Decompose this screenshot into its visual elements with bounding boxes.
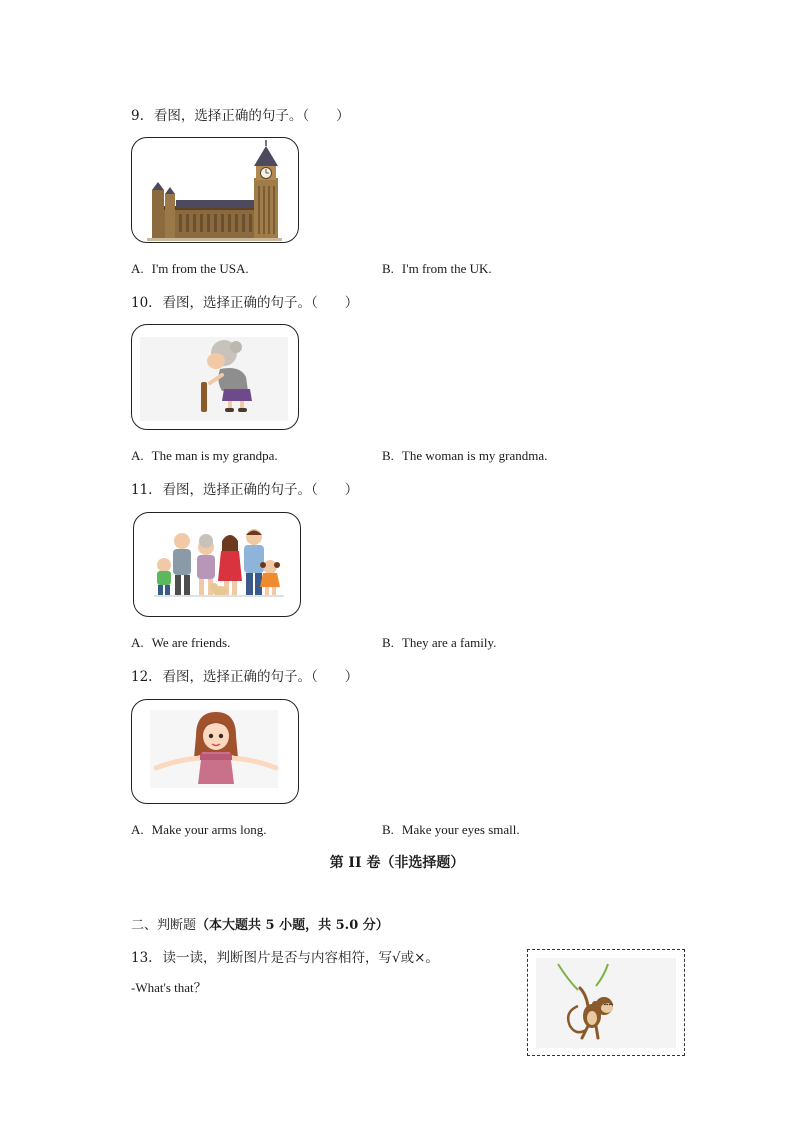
question-number: 10. — [131, 295, 153, 311]
question-prompt: 看图，选择正确的句子。（ ） — [162, 482, 359, 498]
question-9-option-a[interactable] — [131, 261, 249, 277]
question-12-option-b[interactable] — [382, 822, 520, 838]
section-two-heading — [131, 914, 389, 933]
question-10-image — [131, 324, 299, 430]
option-text: The woman is my grandma. — [401, 448, 548, 463]
question-13-title — [131, 946, 439, 966]
question-11-image — [133, 512, 301, 617]
option-letter: A. — [131, 448, 144, 463]
question-9-image — [131, 137, 299, 243]
option-text: I'm from the USA. — [151, 261, 249, 276]
question-prompt: 看图，选择正确的句子。（ ） — [162, 295, 359, 311]
question-9-title — [131, 104, 350, 124]
monkey-icon — [528, 950, 684, 1055]
option-text: I'm from the UK. — [401, 261, 492, 276]
option-letter: B. — [382, 261, 394, 276]
section-detail: （本大题共 5 小题，共 5.0 分） — [196, 918, 389, 933]
option-text: The man is my grandpa. — [151, 448, 278, 463]
question-13-line: -What's that？ — [131, 980, 207, 995]
question-13-image — [527, 949, 685, 1056]
girl-arms-open-icon — [132, 700, 298, 803]
option-letter: A. — [131, 261, 144, 276]
section-label: 二、判断题 — [131, 918, 197, 933]
question-10-option-b[interactable] — [382, 448, 547, 464]
option-letter: A. — [131, 635, 144, 650]
question-prompt: 看图，选择正确的句子。（ ） — [162, 669, 359, 685]
family-icon — [134, 513, 300, 616]
question-12-title — [131, 665, 358, 685]
option-text: They are a family. — [401, 635, 497, 650]
question-11-option-b[interactable] — [382, 635, 496, 651]
question-10-option-a[interactable] — [131, 448, 278, 464]
question-number: 11. — [131, 482, 153, 498]
option-letter: B. — [382, 822, 394, 837]
question-number: 12. — [131, 669, 153, 685]
option-text: We are friends. — [151, 635, 231, 650]
grandma-icon — [132, 325, 298, 429]
part-two-title: 第 II 卷（非选择题） — [329, 855, 465, 871]
question-11-title — [131, 478, 358, 498]
question-number: 9. — [131, 108, 144, 124]
option-letter: B. — [382, 448, 394, 463]
question-11-option-a[interactable] — [131, 635, 230, 651]
option-text: Make your arms long. — [151, 822, 267, 837]
question-12-option-a[interactable] — [131, 822, 266, 838]
big-ben-icon — [132, 138, 298, 242]
question-number: 13. — [131, 950, 153, 966]
question-9-option-b[interactable] — [382, 261, 492, 277]
question-12-image — [131, 699, 299, 804]
question-10-title — [131, 291, 358, 311]
question-prompt: 读一读，判断图片是否与内容相符，写√或×。 — [162, 950, 439, 966]
option-letter: B. — [382, 635, 394, 650]
option-text: Make your eyes small. — [401, 822, 520, 837]
option-letter: A. — [131, 822, 144, 837]
question-prompt: 看图，选择正确的句子。（ ） — [153, 108, 350, 124]
